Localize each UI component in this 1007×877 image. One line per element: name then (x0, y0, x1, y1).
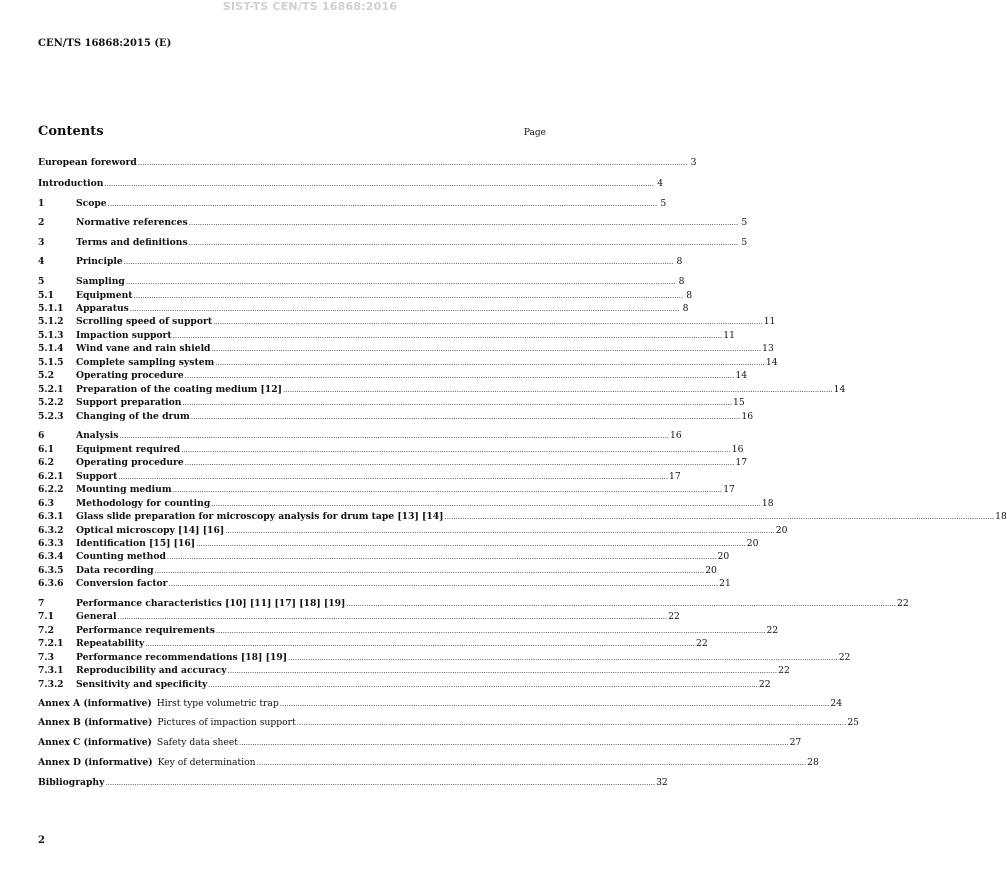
toc-entry-title: Safety data sheet (156, 737, 238, 748)
toc-entry[interactable] (38, 457, 748, 469)
toc-entry-number: 6.2.1 (38, 471, 64, 482)
toc-entry-page: 4 (657, 178, 664, 189)
toc-entry-number: 7.3 (38, 652, 54, 663)
dot-leader (173, 330, 723, 342)
toc-entry-page: 8 (678, 276, 685, 287)
toc-entry-title: Equipment (76, 290, 133, 301)
toc-entry-page: 8 (676, 256, 683, 267)
toc-entry-title: Data recording (76, 565, 154, 576)
toc-entry-number: 6.3.6 (38, 578, 64, 589)
toc-entry-number: 5.1.2 (38, 316, 64, 327)
toc-entry-title: Equipment required (76, 444, 181, 455)
page-column-label: Page (523, 128, 546, 138)
toc-entry-number: 2 (38, 217, 45, 228)
toc-entry-title: Bibliography (38, 777, 105, 788)
dot-leader (181, 444, 731, 456)
dot-leader (216, 625, 766, 637)
toc-entry-page: 16 (741, 411, 754, 422)
toc-entry[interactable] (38, 357, 778, 369)
toc-entry-title: Sampling (76, 276, 125, 287)
dot-leader (145, 638, 695, 650)
dot-leader (444, 511, 994, 523)
toc-entry-title: Performance requirements (76, 625, 215, 636)
toc-entry[interactable] (38, 178, 664, 190)
toc-entry-title: Performance recommendations [18] [19] (76, 652, 288, 663)
toc-entry[interactable] (38, 611, 680, 623)
toc-entry-number: 6.3 (38, 498, 54, 509)
toc-entry-page: 20 (746, 538, 759, 549)
dot-leader (346, 598, 896, 610)
toc-entry-number: 3 (38, 237, 45, 248)
toc-entry-page: 22 (766, 625, 779, 636)
toc-entry-title: Support preparation (76, 397, 182, 408)
toc-entry-page: 22 (668, 611, 680, 622)
dot-leader (134, 290, 684, 302)
toc-entry-page: 17 (669, 471, 681, 482)
toc-entry[interactable] (38, 565, 717, 577)
toc-entry-number: 5.2.3 (38, 411, 64, 422)
dot-leader (118, 471, 668, 483)
toc-entry-page: 20 (775, 525, 788, 536)
dot-leader (208, 679, 758, 691)
dot-leader (280, 698, 830, 710)
toc-entry-title: Methodology for counting (76, 498, 211, 509)
toc-entry-title: Changing of the drum (76, 411, 190, 422)
toc-entry-number: 6.3.1 (38, 511, 64, 522)
toc-entry-number: Annex B (informative) (38, 717, 153, 728)
toc-entry-number: 5.1.4 (38, 343, 64, 354)
toc-entry-title: Analysis (76, 430, 119, 441)
toc-entry-number: 5 (38, 276, 45, 287)
toc-entry[interactable] (38, 638, 708, 650)
toc-entry-title: Scrolling speed of support (76, 316, 213, 327)
toc-entry-page: 22 (838, 652, 851, 663)
toc-entry-title: Principle (76, 256, 123, 267)
toc-entry-title: Operating procedure (76, 457, 184, 468)
toc-entry-title: Conversion factor (76, 578, 168, 589)
toc-entry-page: 14 (735, 370, 748, 381)
toc-entry-title: Normative references (76, 217, 188, 228)
toc-entry[interactable] (38, 471, 681, 483)
toc-entry-page: 32 (656, 777, 668, 788)
toc-entry[interactable] (38, 157, 697, 169)
toc-entry-page: 17 (735, 457, 748, 468)
toc-entry[interactable] (38, 370, 748, 382)
toc-entry-page: 16 (731, 444, 744, 455)
dot-leader (108, 198, 658, 210)
toc-entry-page: 5 (741, 217, 748, 228)
toc-entry-page: 14 (833, 384, 846, 395)
toc-entry[interactable] (38, 511, 1007, 523)
dot-leader (155, 565, 705, 577)
page-number: 2 (38, 835, 45, 846)
toc-entry-title: Support (76, 471, 118, 482)
dot-leader (185, 457, 735, 469)
toc-entry-annex[interactable] (38, 698, 843, 710)
contents-heading: Contents (38, 124, 104, 139)
toc-entry-title: Repeatability (76, 638, 145, 649)
toc-entry-number: Annex D (informative) (38, 757, 153, 768)
toc-entry-page: 18 (995, 511, 1007, 522)
toc-entry-page: 22 (778, 665, 790, 676)
toc-entry-title: Pictures of impaction support (157, 717, 296, 728)
toc-entry-number: 6.1 (38, 444, 54, 455)
table-of-contents (38, 0, 1007, 877)
toc-entry[interactable] (38, 525, 788, 537)
toc-entry-title: Performance characteristics [10] [11] [17] [18] [19] (76, 598, 346, 609)
toc-entry-annex[interactable] (38, 757, 819, 769)
toc-entry[interactable] (38, 198, 667, 210)
dot-leader (119, 430, 669, 442)
toc-entry-number: 6.3.5 (38, 565, 64, 576)
toc-entry-page: 15 (733, 397, 745, 408)
toc-entry-number: 5.2 (38, 370, 54, 381)
toc-entry[interactable] (38, 578, 731, 590)
toc-entry-number: 5.1.1 (38, 303, 64, 314)
dot-leader (182, 397, 732, 409)
toc-entry-number: Annex C (informative) (38, 737, 152, 748)
toc-entry-page: 13 (762, 343, 774, 354)
toc-entry-title: European foreword (38, 157, 137, 168)
dot-leader (191, 411, 741, 423)
toc-entry[interactable] (38, 777, 668, 789)
toc-entry[interactable] (38, 343, 774, 355)
toc-entry-number: 7 (38, 598, 45, 609)
toc-entry-title: Counting method (76, 551, 166, 562)
toc-entry[interactable] (38, 484, 735, 496)
toc-entry[interactable] (38, 652, 851, 664)
toc-entry-title: Hirst type volumetric trap (156, 698, 279, 709)
toc-entry-page: 22 (758, 679, 771, 690)
dot-leader (283, 384, 833, 396)
toc-entry-title: Mounting medium (76, 484, 172, 495)
toc-entry-page: 18 (761, 498, 774, 509)
document-id: CEN/TS 16868:2015 (E) (38, 38, 172, 49)
toc-entry-page: 24 (830, 698, 843, 709)
toc-entry-title: Glass slide preparation for microscopy analysis for drum tape [13] [14] (76, 511, 444, 522)
toc-entry-number: 5.2.1 (38, 384, 64, 395)
toc-entry-annex[interactable] (38, 737, 802, 749)
toc-entry-page: 8 (682, 303, 689, 314)
toc-entry-title: Identification [15] [16] (76, 538, 196, 549)
toc-entry-page: 20 (705, 565, 717, 576)
toc-entry-page: 3 (690, 157, 697, 168)
toc-entry-page: 14 (765, 357, 778, 368)
toc-entry-title: Key of determination (157, 757, 256, 768)
dot-leader (228, 665, 778, 677)
dot-leader (257, 757, 807, 769)
toc-entry-annex[interactable] (38, 717, 860, 729)
toc-entry-title: Impaction support (76, 330, 172, 341)
toc-entry-title: Introduction (38, 178, 104, 189)
toc-entry-number: 7.1 (38, 611, 54, 622)
toc-entry-number: 6.3.4 (38, 551, 64, 562)
toc-entry[interactable] (38, 625, 779, 637)
dot-leader (215, 357, 765, 369)
toc-entry-title: General (76, 611, 117, 622)
toc-entry[interactable] (38, 397, 745, 409)
toc-entry-number: Annex A (informative) (38, 698, 152, 709)
toc-entry-title: Complete sampling system (76, 357, 215, 368)
toc-entry-number: 5.1 (38, 290, 54, 301)
toc-entry-page: 20 (717, 551, 730, 562)
toc-entry-page: 5 (741, 237, 748, 248)
toc-entry-title: Reproducibility and accuracy (76, 665, 227, 676)
toc-entry-number: 5.1.5 (38, 357, 64, 368)
toc-entry-page: 22 (896, 598, 909, 609)
dot-leader (211, 498, 761, 510)
toc-entry[interactable] (38, 256, 683, 268)
toc-entry-title: Operating procedure (76, 370, 184, 381)
toc-entry-page: 28 (807, 757, 819, 768)
dot-leader (297, 717, 847, 729)
toc-entry[interactable] (38, 303, 689, 315)
dot-leader (126, 276, 676, 288)
dot-leader (169, 578, 719, 590)
dot-leader (225, 525, 775, 537)
toc-entry-number: 7.3.1 (38, 665, 64, 676)
toc-entry-number: 5.1.3 (38, 330, 64, 341)
dot-leader (173, 484, 723, 496)
dot-leader (211, 343, 761, 355)
toc-entry-number: 7.2 (38, 625, 54, 636)
toc-entry-page: 16 (670, 430, 682, 441)
toc-entry[interactable] (38, 430, 682, 442)
toc-entry[interactable] (38, 237, 748, 249)
toc-entry-title: Optical microscopy [14] [16] (76, 525, 225, 536)
toc-entry-number: 1 (38, 198, 45, 209)
toc-entry-page: 22 (696, 638, 708, 649)
toc-entry[interactable] (38, 276, 685, 288)
dot-leader (288, 652, 838, 664)
toc-entry-number: 6.2 (38, 457, 54, 468)
toc-entry-page: 11 (723, 330, 735, 341)
dot-leader (130, 303, 680, 315)
toc-entry-number: 5.2.2 (38, 397, 64, 408)
toc-entry-page: 17 (723, 484, 735, 495)
dot-leader (124, 256, 674, 268)
toc-entry-page: 21 (719, 578, 731, 589)
dot-leader (118, 611, 668, 623)
dot-leader (167, 551, 717, 563)
toc-entry[interactable] (38, 217, 748, 229)
toc-entry[interactable] (38, 551, 730, 563)
dot-leader (189, 237, 739, 249)
toc-entry-title: Sensitivity and specificity (76, 679, 208, 690)
toc-entry[interactable] (38, 330, 735, 342)
toc-entry-page: 11 (763, 316, 776, 327)
toc-entry[interactable] (38, 384, 846, 396)
toc-entry-title: Scope (76, 198, 107, 209)
dot-leader (138, 157, 688, 169)
toc-entry-page: 5 (660, 198, 667, 209)
toc-entry-title: Terms and definitions (76, 237, 188, 248)
toc-entry-number: 7.2.1 (38, 638, 64, 649)
toc-entry-page: 25 (847, 717, 860, 728)
toc-entry-number: 7.3.2 (38, 679, 64, 690)
toc-entry-number: 6.3.3 (38, 538, 64, 549)
toc-entry[interactable] (38, 679, 771, 691)
toc-entry[interactable] (38, 316, 776, 328)
toc-entry[interactable] (38, 498, 774, 510)
dot-leader (239, 737, 789, 749)
toc-entry-number: 6.2.2 (38, 484, 64, 495)
dot-leader (196, 538, 746, 550)
toc-entry-number: 6 (38, 430, 45, 441)
toc-entry[interactable] (38, 598, 909, 610)
toc-entry-title: Preparation of the coating medium [12] (76, 384, 283, 395)
watermark: SIST-TS CEN/TS 16868:2016 (222, 0, 398, 13)
toc-entry-title: Apparatus (76, 303, 129, 314)
toc-entry[interactable] (38, 665, 790, 677)
dot-leader (213, 316, 763, 328)
toc-entry-page: 27 (789, 737, 802, 748)
dot-leader (105, 777, 655, 789)
toc-entry[interactable] (38, 290, 693, 302)
dot-leader (189, 217, 739, 229)
toc-entry-number: 4 (38, 256, 45, 267)
dot-leader (104, 178, 654, 190)
dot-leader (185, 370, 735, 382)
toc-entry-page: 8 (686, 290, 693, 301)
toc-entry[interactable] (38, 444, 744, 456)
toc-entry-number: 6.3.2 (38, 525, 64, 536)
toc-entry[interactable] (38, 411, 754, 423)
toc-entry[interactable] (38, 538, 759, 550)
toc-entry-title: Wind vane and rain shield (76, 343, 211, 354)
